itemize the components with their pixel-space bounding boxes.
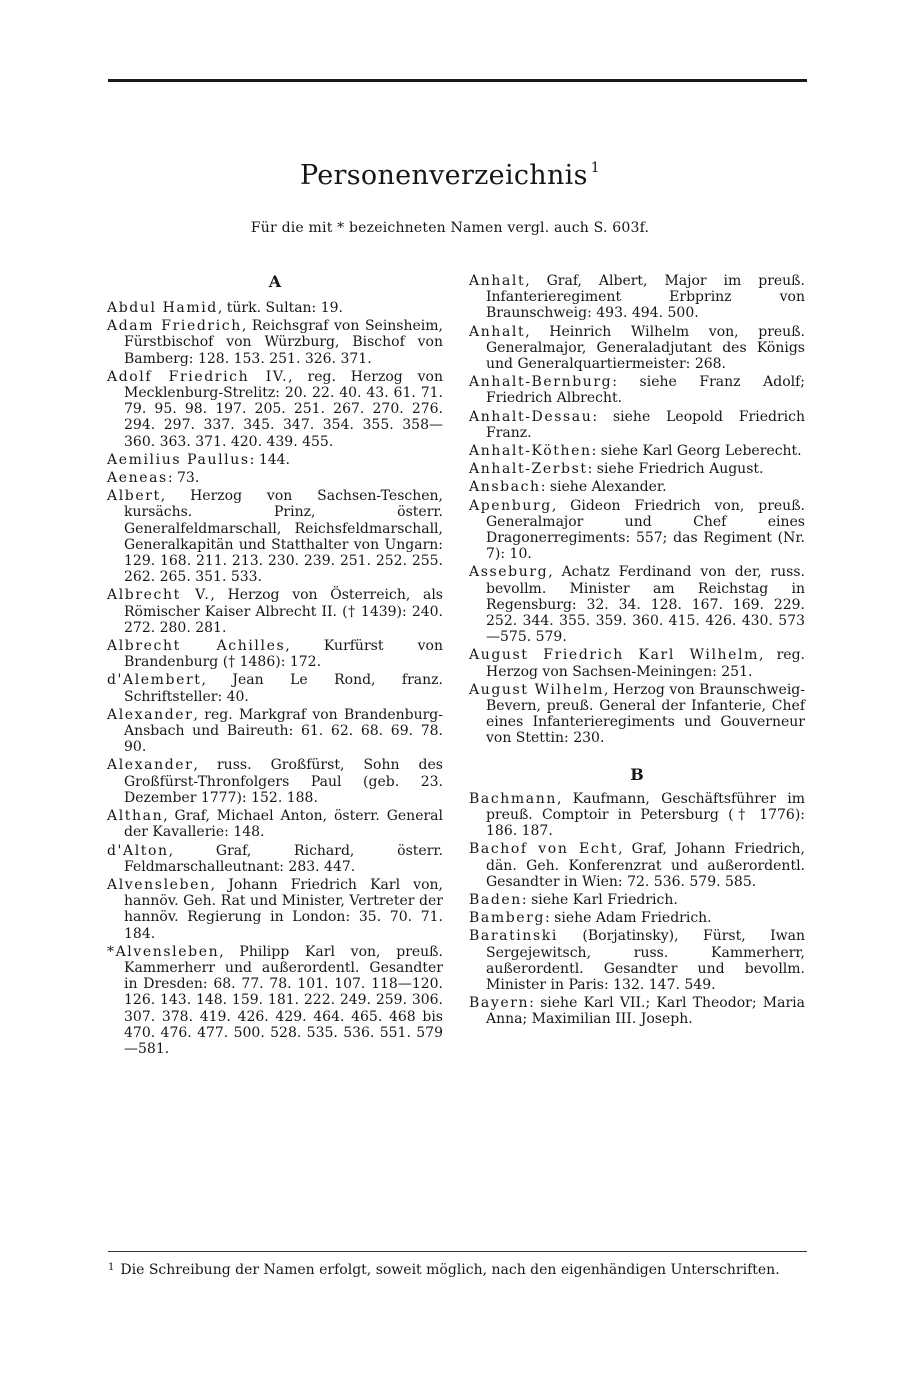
index-entry <box>107 318 443 367</box>
index-entry <box>469 461 805 477</box>
page-title: Personenverzeichnis $^1$ <box>300 160 600 191</box>
index-entry <box>107 452 443 468</box>
entry-text: : siehe Karl Friedrich. <box>521 891 678 908</box>
entry-name: Bachof von Echt <box>469 841 619 858</box>
section-letter-b: B <box>630 764 644 784</box>
entry-text: , Achatz Ferdinand von der, russ. bevollm. Minister am Reichstag in Regensburg: 32. 34. 128. 167. 169. 229. 252. 344. 355. 359. 360. 415. 426. 430. 573—575. 579. <box>486 564 805 646</box>
index-entry <box>469 995 805 1027</box>
entry-name: Ansbach <box>469 479 541 496</box>
index-entry <box>469 409 805 441</box>
entry-name: Bachmann <box>469 790 557 807</box>
index-entry <box>469 498 805 563</box>
title-footnote-mark: 1 <box>590 160 600 176</box>
index-entry <box>469 374 805 406</box>
entry-name: Althan <box>107 808 164 825</box>
entry-text: , Graf, Michael Anton, österr. General der Kavallerie: 148. <box>124 808 443 841</box>
entry-text: , Herzog von Braunschweig-Bevern, preuß. General der Infanterie, Chef eines Infanterieregiments und Gouverneur von Stettin: 230. <box>486 681 805 747</box>
index-entry <box>107 757 443 806</box>
index-entry <box>469 443 805 459</box>
entry-text: , türk. Sultan: 19. <box>217 300 343 316</box>
column-left <box>107 272 443 1059</box>
index-entry <box>469 682 805 747</box>
entry-text: (Borjatinsky), Fürst, Iwan Sergejewitsch, russ. Kammerherr, außerordentl. Gesandter und bevollm. Minister in Paris: 132. 147. 549. <box>486 928 805 993</box>
entry-text: , Graf, Johann Friedrich, dän. Geh. Konferenzrat und außerordentl. Gesandter in Wien: 72. 536. 579. 585. <box>486 841 805 890</box>
entry-name: Alexander <box>107 757 194 774</box>
entry-text: , Kurfürst von Brandenburg († 1486): 172. <box>124 638 443 671</box>
entry-list-a-left <box>107 300 443 1057</box>
entry-text: : siehe Friedrich August. <box>587 461 764 478</box>
entry-list-a-right <box>469 273 805 747</box>
entry-text: , Philipp Karl von, preuß. Kammerherr und außerordentl. Gesandter in Dresden: 68. 77. 78. 101. 107. 118—120. 126. 143. 148. 159. 181. 222. 249. 259. 306. 307. 378. 419. 426. 429. 464. 465. 468 bis 470. 476. 477. 500. 528. 535. 536. 551. 579—581. <box>124 943 443 1057</box>
entry-text: , Johann Friedrich Karl von, hannöv. Geh. Rat und Minister, Vertreter der hannöv. Regierung in London: 35. 70. 71. 184. <box>124 876 443 942</box>
entry-text: , Herzog von Sachsen-Teschen, kursächs. Prinz, österr. Generalfeldmarschall, Reichsfeldmarschall, Generalkapitän und Statthalter von Ungarn: 129. 168. 211. 213. 230. 239. 251. 252. 255. 262. 265. 351. 533. <box>124 488 443 586</box>
index-entry <box>469 479 805 495</box>
entry-name: Baratinski <box>469 928 558 945</box>
entry-text: , Reichsgraf von Seinsheim, Fürstbischof von Würzburg, Bischof von Bamberg: 128. 153. 251. 326. 371. <box>124 318 443 367</box>
entry-name: Albrecht V. <box>107 587 211 604</box>
footnote <box>108 1258 807 1280</box>
entry-text: : siehe Alexander. <box>540 479 667 496</box>
entry-text: : 73. <box>167 470 200 487</box>
entry-name: Albert <box>107 488 161 505</box>
page-subtitle: Für die mit * bezeichneten Namen vergl. auch S. 603f. <box>250 220 650 236</box>
index-entry <box>107 877 443 942</box>
entry-name: Baden <box>469 891 522 908</box>
entry-name: Anhalt-Zerbst <box>469 461 588 478</box>
entry-name: August Friedrich Karl Wilhelm <box>469 647 760 664</box>
index-entry <box>469 647 805 679</box>
top-rule <box>108 79 807 82</box>
column-right <box>469 273 805 1030</box>
index-entry <box>107 638 443 670</box>
entry-name: Anhalt-Dessau <box>469 408 593 425</box>
entry-text: : siehe Adam Friedrich. <box>545 910 712 927</box>
index-entry <box>107 300 443 316</box>
footnote-rule <box>108 1251 807 1252</box>
entry-text: , Jean Le Rond, franz. Schriftsteller: 40. <box>124 672 443 705</box>
entry-text: , Kaufmann, Geschäftsführer im preuß. Comptoir in Petersburg († 1776): 186. 187. <box>486 790 805 840</box>
entry-text: , Heinrich Wilhelm von, preuß. Generalmajor, Generaladjutant des Königs und Generalquartiermeister: 268. <box>486 323 805 373</box>
entry-name: Asseburg <box>469 564 549 581</box>
entry-name: *Alvensleben <box>107 943 220 960</box>
entry-text: , Graf, Richard, österr. Feldmarschalleutnant: 283. 447. <box>124 842 443 875</box>
entry-name: Bamberg <box>469 910 546 927</box>
footnote-text: Die Schreibung der Namen erfolgt, soweit möglich, nach den eigenhändigen Unterschriften. <box>120 1262 780 1278</box>
entry-text: , reg. Herzog von Mecklenburg-Strelitz: 20. 22. 40. 43. 61. 71. 79. 95. 98. 197. 205. 251. 267. 270. 276. 294. 297. 337. 345. 347. 354. 355. 358—360. 363. 371. 420. 439. 455. <box>124 368 443 450</box>
entry-text: : siehe Karl Georg Leberecht. <box>591 443 802 460</box>
entry-name: Bayern <box>469 995 530 1012</box>
entry-name: Aeneas <box>107 470 168 487</box>
entry-name: Apenburg <box>469 497 552 514</box>
index-entry <box>107 587 443 636</box>
index-entry <box>107 369 443 450</box>
entry-text: , Graf, Albert, Major im preuß. Infanterieregiment Erbprinz von Braunschweig: 493. 494. 500. <box>486 273 805 322</box>
entry-text: , Gideon Friedrich von, preuß. Generalmajor und Chef eines Dragonerregiments: 557; das Regiment (Nr. 7): 10. <box>486 497 805 563</box>
entry-text: : siehe Leopold Friedrich Franz. <box>486 408 805 441</box>
entry-name: Anhalt <box>469 323 526 340</box>
footnote-mark: 1 <box>108 1262 115 1273</box>
entry-text: : 144. <box>249 451 291 468</box>
entry-name: August Wilhelm <box>469 681 604 698</box>
entry-name: Anhalt-Bernburg <box>469 374 613 391</box>
index-entry <box>469 791 805 840</box>
entry-name: Anhalt-Köthen <box>469 443 592 460</box>
index-entry <box>107 488 443 585</box>
entry-name: d'Alembert <box>107 672 202 689</box>
index-entry <box>107 707 443 756</box>
index-entry <box>469 928 805 993</box>
entry-name: Alexander <box>107 706 194 723</box>
entry-text: , russ. Großfürst, Sohn des Großfürst-Thronfolgers Paul (geb. 23. Dezember 1777): 152. 188. <box>124 757 443 806</box>
index-entry <box>469 564 805 645</box>
section-letter-a: A <box>268 272 282 291</box>
entry-name: Alvensleben <box>107 876 211 893</box>
index-entry <box>469 841 805 890</box>
entry-name: Albrecht Achilles <box>107 638 286 655</box>
entry-text: : siehe Karl VII.; Karl Theodor; Maria Anna; Maximilian III. Joseph. <box>486 995 805 1028</box>
entry-text: , Herzog von Österreich, als Römischer Kaiser Albrecht II. († 1439): 240. 272. 280. 281. <box>124 587 443 636</box>
index-entry <box>107 808 443 840</box>
entry-list-b-right <box>469 791 805 1028</box>
index-entry <box>469 324 805 373</box>
index-entry <box>107 843 443 875</box>
entry-text: , reg. Markgraf von Brandenburg-Ansbach und Baireuth: 61. 62. 68. 69. 78. 90. <box>124 706 443 756</box>
entry-name: Adam Friedrich <box>107 318 242 335</box>
entry-text: : siehe Franz Adolf; Friedrich Albrecht. <box>486 374 805 407</box>
index-entry <box>107 944 443 1057</box>
entry-name: Adolf Friedrich IV. <box>107 368 289 385</box>
entry-name: Aemilius Paullus <box>107 451 250 468</box>
entry-name: Anhalt <box>469 273 526 289</box>
index-entry <box>107 672 443 704</box>
index-entry <box>469 892 805 908</box>
entry-name: Abdul Hamid <box>107 300 218 316</box>
entry-text: , reg. Herzog von Sachsen-Meiningen: 251. <box>486 647 805 680</box>
index-entry <box>469 273 805 322</box>
entry-name: d'Alton <box>107 842 169 859</box>
index-entry <box>469 910 805 926</box>
index-entry <box>107 470 443 486</box>
